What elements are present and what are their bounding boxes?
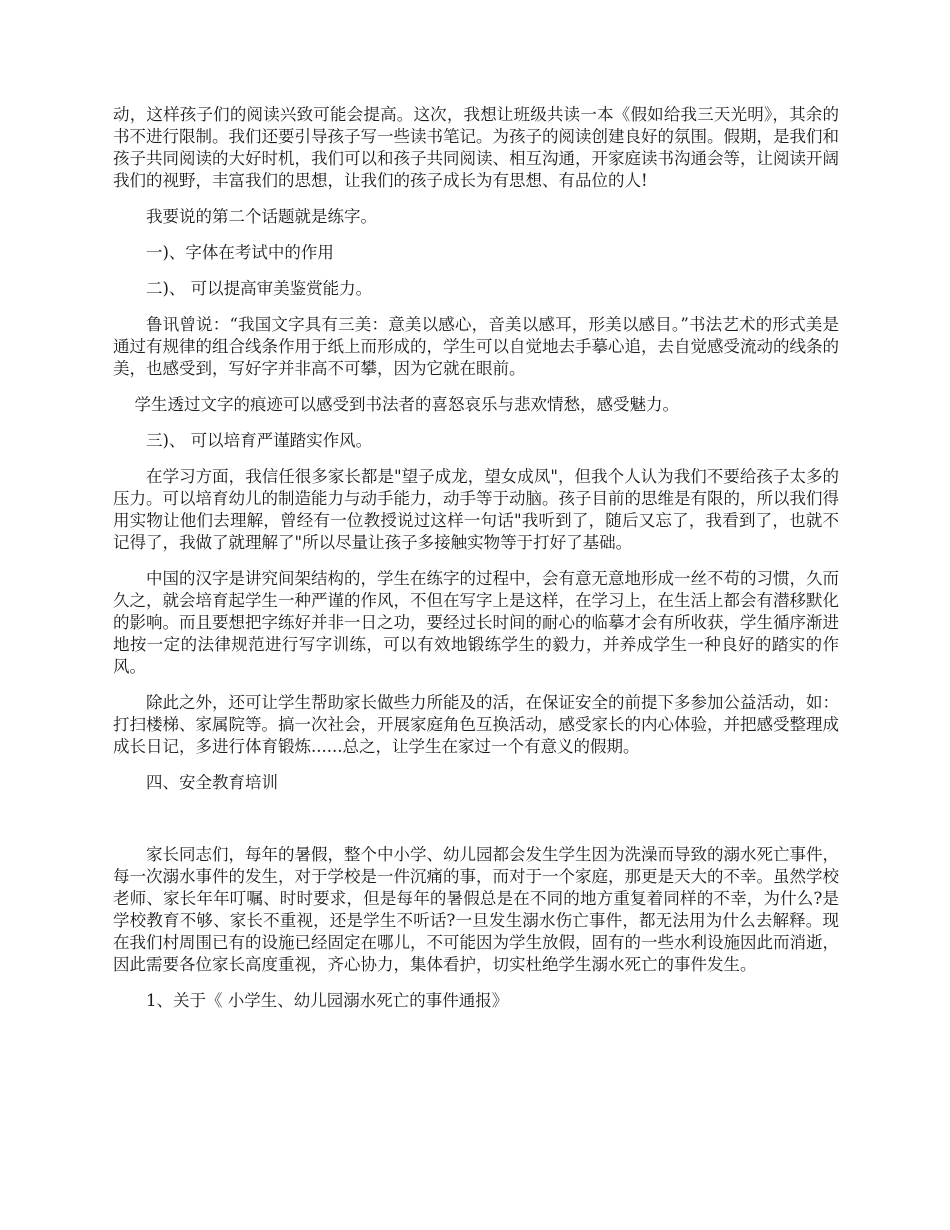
paragraph-calligrapher-emotions: 学生透过文字的痕迹可以感受到书法者的喜怒哀乐与悲欢情愁，感受魅力。 bbox=[134, 395, 679, 414]
paragraph-learning-aspects: 在学习方面，我信任很多家长都是"望子成龙，望女成凤"，但我个人认为我们不要给孩子太多的压力。可以培育幼儿的制造能力与动手能力，动手等于动脑。孩子目前的思维是有限的，所以我们得用实物让他们去理解，曾经有一位教授说过这样一句话"我听到了，随后又忘了，我看到了，也就不记得了，我做了就理解了"所以尽量让孩子多接触实物等于打好了基础。 bbox=[113, 467, 839, 552]
paragraph-luxun-quote: 鲁讯曾说：“我国文字具有三美：意美以感心，音美以感耳，形美以感目。”书法艺术的形式美是通过有规律的组合线条作用于纸上而形成的，学生可以自觉地去手摹心追，去自觉感受流动的线条的美，也感受到，写好字并非高不可攀，因为它就在眼前。 bbox=[113, 315, 839, 378]
heading-safety-education: 四、安全教育培训 bbox=[146, 773, 278, 792]
heading-rigorous-style: 三)、 可以培育严谨踏实作风。 bbox=[146, 431, 373, 450]
document-body bbox=[113, 104, 839, 1026]
paragraph-reading-continuation: 动，这样孩子们的阅读兴致可能会提高。这次，我想让班级共读一本《假如给我三天光明》，其余的书不进行限制。我们还要引导孩子写一些读书笔记。为孩子的阅读创建良好的氛围。假期，是我们和孩子共同阅读的大好时机，我们可以和孩子共同阅读、相互沟通，开家庭读书沟通会等，让阅读开阔我们的视野，丰富我们的思想，让我们的孩子成长为有思想、有品位的人! bbox=[113, 105, 839, 190]
heading-aesthetic-ability: 二)、 可以提高审美鉴赏能力。 bbox=[146, 279, 373, 298]
paragraph-drowning-warning: 家长同志们，每年的暑假，整个中小学、幼儿园都会发生学生因为洗澡而导致的溺水死亡事件，每一次溺水事件的发生，对于学校是一件沉痛的事，而对于一个家庭，那更是天大的不幸。虽然学校老师、家长年年叮嘱、时时要求，但是每年的暑假总是在不同的地方重复着同样的不幸，为什么?是学校教育不够、家长不重视，还是学生不听话?一旦发生溺水伤亡事件，都无法用为什么去解释。现在我们村周围已有的设施已经固定在哪儿，不可能因为学生放假，固有的一些水利设施因此而消逝，因此需要各位家长高度重视，齐心协力，集体看护，切实杜绝学生溺水死亡的事件发生。 bbox=[113, 845, 839, 974]
paragraph-chinese-characters: 中国的汉字是讲究间架结构的，学生在练字的过程中，会有意无意地形成一丝不苟的习惯，久而久之，就会培育起学生一种严谨的作风，不但在写字上是这样，在学习上，在生活上都会有潜移默化的影响。而且要想把字练好并非一日之功，要经过长时间的耐心的临摹才会有所收获，学生循序渐进地按一定的法律规范进行写字训练，可以有效地锻练学生的毅力，并养成学生一种良好的踏实的作风。 bbox=[113, 569, 839, 676]
heading-drowning-report: 1、关于《 小学生、幼儿园溺水死亡的事件通报》 bbox=[146, 991, 509, 1010]
paragraph-besides-this: 除此之外，还可让学生帮助家长做些力所能及的活，在保证安全的前提下多参加公益活动，如：打扫楼梯、家属院等。搞一次社会，开展家庭角色互换活动，感受家长的内心体验，并把感受整理成成长日记，多进行体育锻炼......总之，让学生在家过一个有意义的假期。 bbox=[113, 693, 839, 756]
paragraph-second-topic-intro: 我要说的第二个话题就是练字。 bbox=[146, 207, 377, 226]
heading-font-in-exams: 一)、字体在考试中的作用 bbox=[146, 243, 334, 262]
